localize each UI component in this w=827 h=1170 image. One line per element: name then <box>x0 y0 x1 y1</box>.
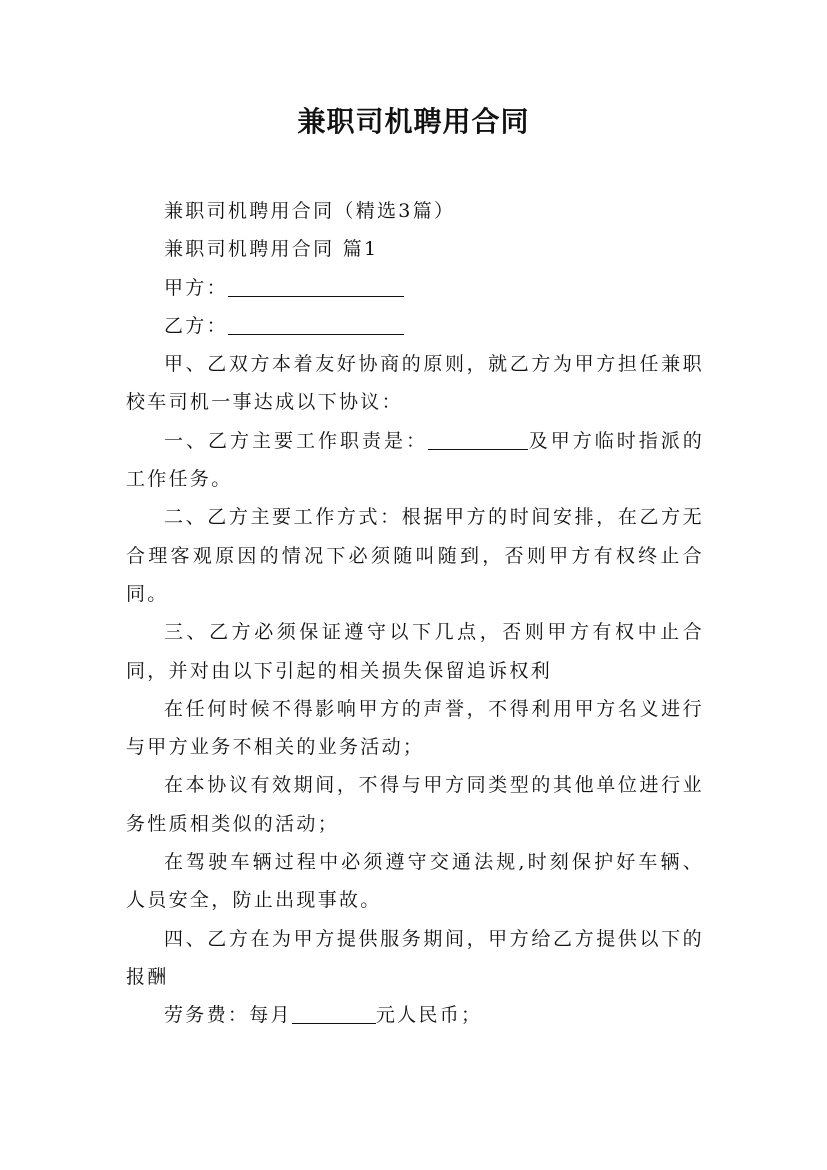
party-b-blank <box>228 316 404 335</box>
fee-line <box>126 996 704 1034</box>
rule-1-paragraph: 在任何时候不得影响甲方的声誉，不得利用甲方名义进行与甲方业务不相关的业务活动； <box>126 697 704 759</box>
clause-4-paragraph: 四、乙方在为甲方提供服务期间，甲方给乙方提供以下的报酬 <box>126 927 704 988</box>
duty-blank <box>428 431 528 450</box>
document-title: 兼职司机聘用合同 <box>297 105 530 138</box>
clause-1-suffix: 及甲方临时指派的工作任务。 <box>126 429 704 491</box>
document-body <box>126 192 704 1035</box>
document-subtitle: 兼职司机聘用合同（精选3篇） <box>164 200 456 222</box>
party-b-line <box>126 307 704 345</box>
rule-3-paragraph: 在驾驶车辆过程中必须遵守交通法规,时刻保护好车辆、人员安全，防止出现事故。 <box>126 851 704 912</box>
clause-1-paragraph <box>126 422 704 499</box>
intro-paragraph: 甲、乙双方本着友好协商的原则，就乙方为甲方担任兼职校车司机一事达成以下协议： <box>126 353 704 414</box>
party-b-label: 乙方： <box>164 314 228 337</box>
clause-2-paragraph: 二、乙方主要工作方式：根据甲方的时间安排，在乙方无合理客观原因的情况下必须随叫随到，否则甲方有权终止合同。 <box>126 506 704 605</box>
section-heading: 兼职司机聘用合同 篇1 <box>164 238 379 261</box>
party-a-label: 甲方： <box>164 276 228 299</box>
fee-suffix: 元人民币； <box>375 1004 483 1027</box>
party-a-blank <box>228 278 404 297</box>
party-a-line <box>126 269 704 307</box>
rule-2-paragraph: 在本协议有效期间，不得与甲方同类型的其他单位进行业务性质相类似的活动； <box>126 774 704 835</box>
fee-blank <box>292 1005 376 1024</box>
clause-1-prefix: 一、乙方主要工作职责是： <box>164 429 428 452</box>
fee-prefix: 劳务费：每月 <box>164 1004 292 1027</box>
clause-3-paragraph: 三、乙方必须保证遵守以下几点，否则甲方有权中止合同，并对由以下引起的相关损失保留追诉权利 <box>126 621 704 682</box>
